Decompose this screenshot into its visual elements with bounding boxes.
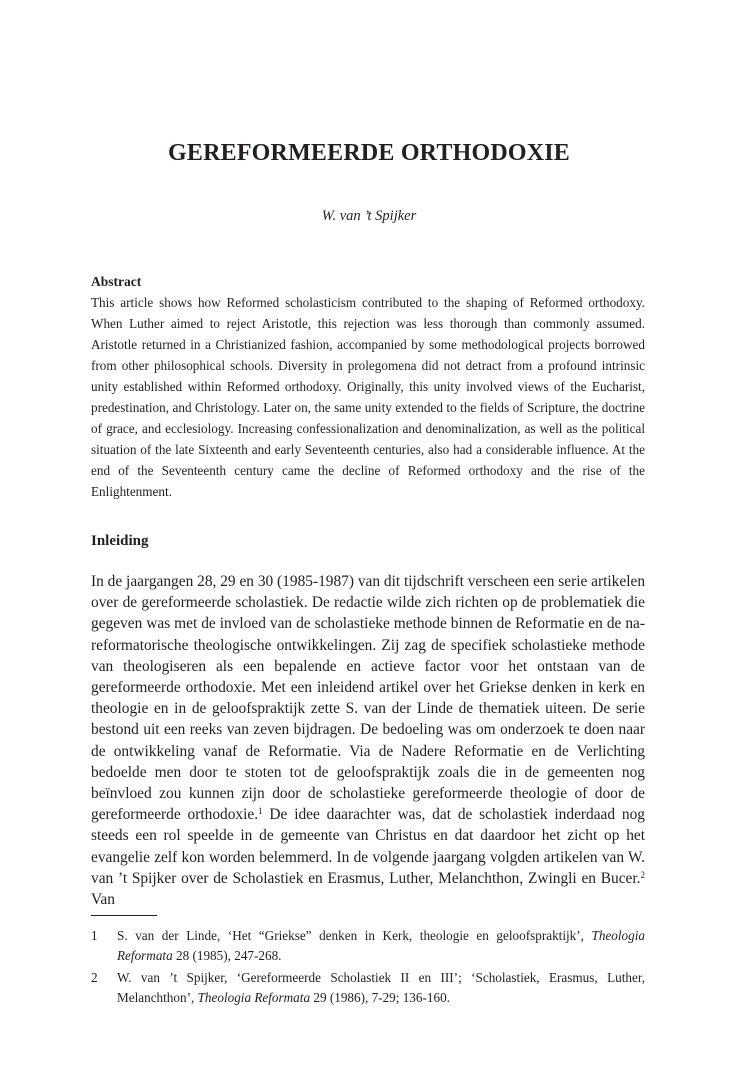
footnotes [91,926,645,1010]
footnote-divider [91,915,157,916]
section-heading: Inleiding [91,533,149,549]
footnote-2 [91,968,645,1008]
body-paragraph [91,571,645,910]
footnote-text: W. van ’t Spijker, ‘Gereformeerde Scholastiek II en III’; ‘Scholastiek, Erasmus, Luther, Melanchthon’, [117,970,645,1005]
footnote-1 [91,926,645,966]
article-author: W. van ’t Spijker [321,208,417,224]
abstract-heading: Abstract [91,274,142,289]
abstract-block [91,271,645,502]
paragraph-text-part-1: In de jaargangen 28, 29 en 30 (1985-1987) van dit tijdschrift verscheen een serie artikelen over de gereformeerde scholastiek. De redactie wilde zich richten op de problematiek die gegeven was met de invloed van de scholastieke methode binnen de Reformatie en de na-reformatorische theologische ontwikkelingen. Zij zag de specifiek scholastieke methode van theologiseren als een bepalende en actieve factor voor het ontstaan van de gereformeerde orthodoxie. Met een inleidend artikel over het Griekse denken in kerk en theologie en in de geloofspraktijk zette S. van der Linde de thematiek uiteen. De serie bestond uit een reeks van zeven bijdragen. De bedoeling was om onderzoek te doen naar de ontwikkeling vanaf de Reformatie. Via de Nadere Reformatie en de Verlichting bedoelde men door te stoten tot de geloofspraktijk zoals die in de gemeenten nog beïnvloed zou kunnen zijn door de scholastieke gereformeerde theologie of door de gereformeerde orthodoxie. [91,573,646,824]
footnote-text: 29 (1986), 7-29; 136-160. [310,990,450,1005]
paragraph-text-part-3: Van [91,891,115,909]
footnote-number: 1 [91,928,98,943]
footnote-text: 28 (1985), 247-268. [172,948,282,963]
footnote-ref-1[interactable]: 1 [258,806,263,817]
footnote-ref-2[interactable]: 2 [640,869,645,880]
paragraph-text-part-2: De idee daarachter was, dat de scholastiek inderdaad nog steeds een rol speelde in de gemeente van Christus en dat daardoor het zicht op het evangelie zelf kon worden belemmerd. In de volgende jaargang volgden artikelen van W. van ’t Spijker over de Scholastiek en Erasmus, Luther, Melanchthon, Zwingli en Bucer. [91,806,645,887]
abstract-text: This article shows how Reformed scholasticism contributed to the shaping of Reformed orthodoxy. When Luther aimed to reject Aristotle, this rejection was less thorough than commonly assumed. Aristotle returned in a Christianized fashion, accompanied by some methodological projects borrowed from other philosophical schools. Diversity in prolegomena did not detract from a profound intrinsic unity established within Reformed orthodoxy. Originally, this unity involved views of the Eucharist, predestination, and Christology. Later on, the same unity extended to the fields of Scripture, the doctrine of grace, and ecclesiology. Increasing confessionalization and denominalization, as well as the political situation of the late Sixteenth and early Seventeenth centuries, also had a considerable influence. At the end of the Seventeenth century came the decline of Reformed orthodoxy and the rise of the Enlightenment. [91,295,645,499]
article-title: GEREFORMEERDE ORTHODOXIE [168,140,570,166]
footnote-journal: Theologia Reformata [117,928,645,963]
footnote-journal: Theologia Reformata [197,990,311,1005]
footnote-text: S. van der Linde, ‘Het “Griekse” denken in Kerk, theologie en geloofspraktijk’, [117,928,592,943]
footnote-number: 2 [91,970,98,985]
